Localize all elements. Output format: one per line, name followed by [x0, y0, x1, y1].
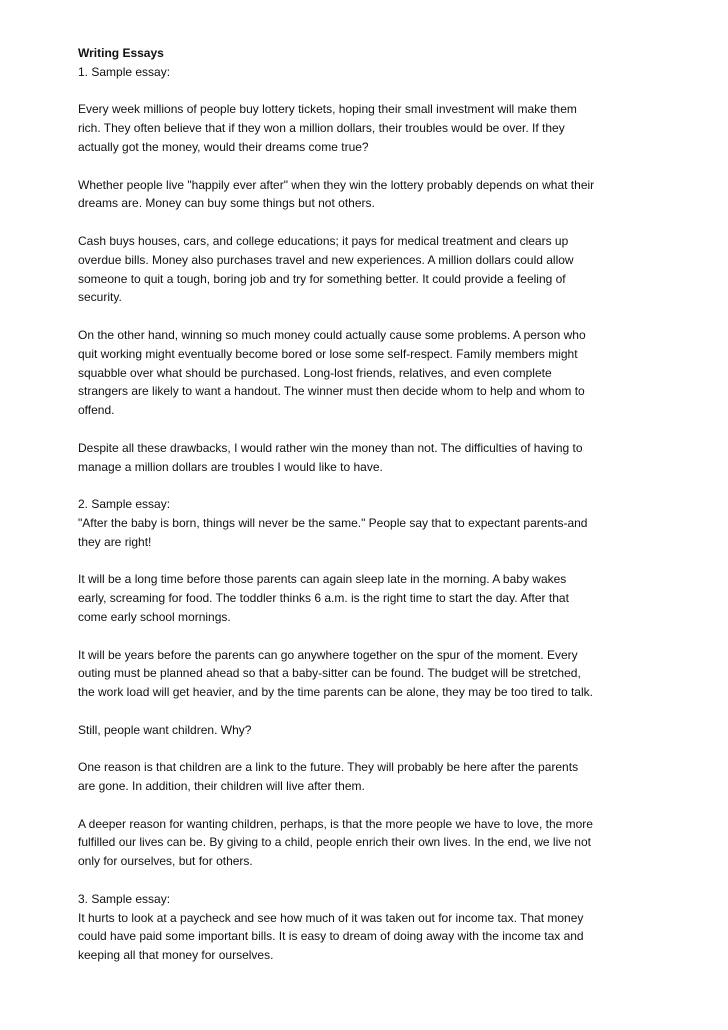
essay-paragraph	[78, 758, 638, 796]
text-line: rich. They often believe that if they won a million dollars, their troubles would be over. If they	[78, 121, 565, 136]
text-line: Still, people want children. Why?	[78, 722, 252, 737]
text-line: could have paid some important bills. It is easy to dream of doing away with the income tax and	[78, 929, 584, 944]
text-line: Every week millions of people buy lottery tickets, hoping their small investment will make them	[78, 102, 577, 117]
document-title: Writing Essays	[78, 46, 164, 60]
text-line: manage a million dollars are troubles I would like to have.	[78, 459, 383, 474]
paragraph-gap	[78, 82, 638, 101]
section-heading: 1. Sample essay:	[78, 64, 171, 79]
text-line: Despite all these drawbacks, I would rather win the money than not. The difficulties of having to	[78, 440, 583, 455]
text-line: It will be years before the parents can go anywhere together on the spur of the moment. Every	[78, 647, 578, 662]
text-line: the work load will get heavier, and by the time parents can be alone, they may be too tired to talk.	[78, 685, 593, 700]
section-intro-paragraph	[78, 514, 638, 552]
text-line: fulfilled our lives can be. By giving to a child, people enrich their own lives. In the end, we live not	[78, 835, 591, 850]
text-line: keeping all that money for ourselves.	[78, 948, 274, 963]
text-line: On the other hand, winning so much money could actually cause some problems. A person who	[78, 327, 586, 342]
essay-section	[78, 890, 638, 965]
text-line: quit working might eventually become bored or lose some self-respect. Family members might	[78, 346, 578, 361]
text-line: security.	[78, 290, 122, 305]
document-body	[78, 63, 638, 965]
text-line: Cash buys houses, cars, and college educations; it pays for medical treatment and clears up	[78, 233, 569, 248]
essay-paragraph	[78, 232, 638, 307]
essay-paragraph	[78, 176, 638, 214]
text-line: only for ourselves, but for others.	[78, 854, 253, 869]
essay-section	[78, 495, 638, 871]
text-line: someone to quit a tough, boring job and try for something better. It could provide a feeling of	[78, 271, 566, 286]
text-line: overdue bills. Money also purchases travel and new experiences. A million dollars could allow	[78, 252, 574, 267]
text-line: outing must be planned ahead so that a baby-sitter can be found. The budget will be stretched,	[78, 666, 581, 681]
text-line: "After the baby is born, things will never be the same." People say that to expectant parents-and	[78, 515, 588, 530]
essay-paragraph	[78, 100, 638, 156]
text-line: One reason is that children are a link to the future. They will probably be here after the parents	[78, 760, 579, 775]
essay-section	[78, 63, 638, 477]
text-line: strangers are likely to want a handout. The winner must then decide whom to help and whom to	[78, 384, 585, 399]
document-page	[78, 44, 638, 984]
essay-paragraph	[78, 439, 638, 477]
section-heading: 2. Sample essay:	[78, 497, 171, 512]
section-intro-paragraph	[78, 909, 638, 965]
essay-paragraph	[78, 815, 638, 871]
essay-paragraph	[78, 570, 638, 626]
essay-paragraph	[78, 646, 638, 702]
text-line: A deeper reason for wanting children, perhaps, is that the more people we have to love, the more	[78, 816, 593, 831]
text-line: offend.	[78, 403, 115, 418]
section-heading: 3. Sample essay:	[78, 891, 171, 906]
text-line: Whether people live "happily ever after" when they win the lottery probably depends on what their	[78, 177, 595, 192]
essay-paragraph	[78, 721, 638, 740]
text-line: actually got the money, would their dreams come true?	[78, 139, 369, 154]
text-line: early, screaming for food. The toddler thinks 6 a.m. is the right time to start the day. After that	[78, 591, 569, 606]
text-line: squabble over what should be purchased. Long-lost friends, relatives, and even complete	[78, 365, 552, 380]
text-line: It hurts to look at a paycheck and see how much of it was taken out for income tax. That money	[78, 910, 584, 925]
text-line: come early school mornings.	[78, 609, 231, 624]
text-line: dreams are. Money can buy some things but not others.	[78, 196, 375, 211]
text-line: It will be a long time before those parents can again sleep late in the morning. A baby wakes	[78, 572, 567, 587]
text-line: they are right!	[78, 534, 152, 549]
essay-paragraph	[78, 326, 638, 420]
text-line: are gone. In addition, their children will live after them.	[78, 779, 365, 794]
